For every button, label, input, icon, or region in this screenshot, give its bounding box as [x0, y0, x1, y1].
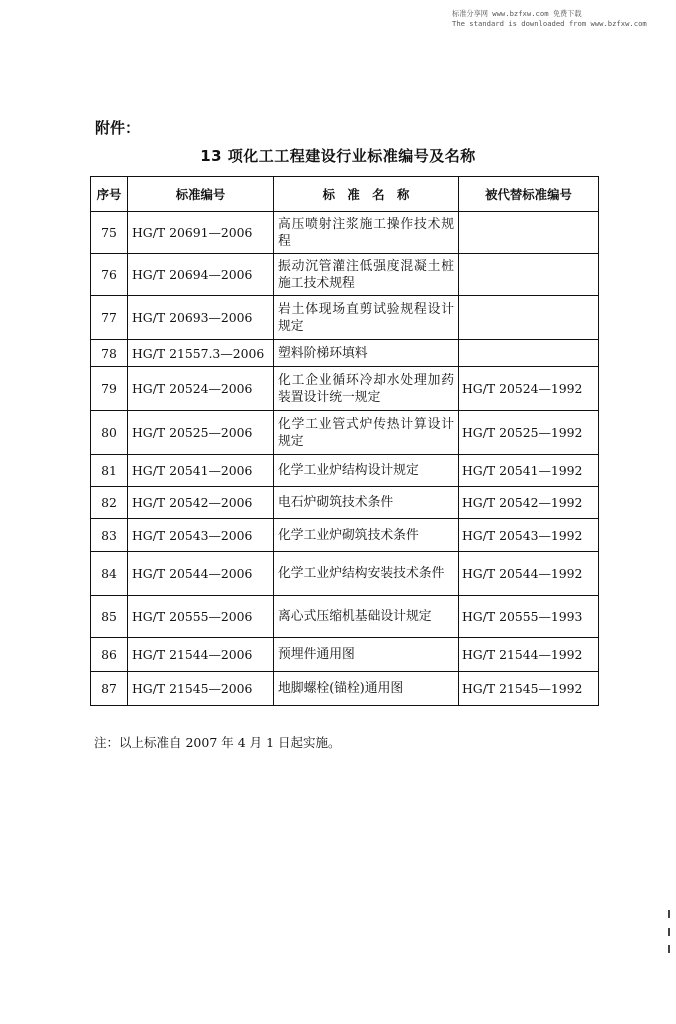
row-number: 77 — [91, 296, 128, 340]
scan-mark — [668, 928, 670, 936]
standard-code: HG/T 20693—2006 — [128, 296, 274, 340]
replaced-code — [459, 340, 599, 367]
replaced-code: HG/T 20544—1992 — [459, 552, 599, 596]
standard-code: HG/T 20544—2006 — [128, 552, 274, 596]
standard-name: 地脚螺栓(锚栓)通用图 — [274, 672, 459, 706]
standard-name: 化学工业炉砌筑技术条件 — [274, 519, 459, 552]
table-row — [91, 411, 599, 455]
header-replaced: 被代替标准编号 — [459, 177, 599, 212]
standard-code: HG/T 20525—2006 — [128, 411, 274, 455]
watermark-line-2: The standard is downloaded from www.bzfxw.com — [452, 19, 647, 28]
table-row — [91, 672, 599, 706]
table-row — [91, 340, 599, 367]
standard-name: 化工企业循环冷却水处理加药装置设计统一规定 — [274, 367, 459, 411]
replaced-code: HG/T 20541—1992 — [459, 455, 599, 487]
standard-name: 塑料阶梯环填料 — [274, 340, 459, 367]
replaced-code: HG/T 20542—1992 — [459, 487, 599, 519]
standard-name: 电石炉砌筑技术条件 — [274, 487, 459, 519]
standard-code: HG/T 20543—2006 — [128, 519, 274, 552]
standard-code: HG/T 21545—2006 — [128, 672, 274, 706]
table-row — [91, 638, 599, 672]
table-row — [91, 519, 599, 552]
header-no: 序号 — [91, 177, 128, 212]
appendix-label: 附件： — [95, 119, 141, 137]
replaced-code: HG/T 20525—1992 — [459, 411, 599, 455]
watermark — [452, 9, 672, 29]
replaced-code: HG/T 20524—1992 — [459, 367, 599, 411]
table-row — [91, 552, 599, 596]
row-number: 84 — [91, 552, 128, 596]
standard-code: HG/T 20691—2006 — [128, 212, 274, 254]
table-header-row — [91, 177, 599, 212]
page-title: 13 项化工工程建设行业标准编号及名称 — [200, 147, 476, 165]
row-number: 80 — [91, 411, 128, 455]
replaced-code: HG/T 20543—1992 — [459, 519, 599, 552]
standard-name: 预埋件通用图 — [274, 638, 459, 672]
standard-code: HG/T 20694—2006 — [128, 254, 274, 296]
standard-name: 化学工业炉结构安装技术条件 — [274, 552, 459, 596]
standard-code: HG/T 21544—2006 — [128, 638, 274, 672]
standard-code: HG/T 21557.3—2006 — [128, 340, 274, 367]
row-number: 87 — [91, 672, 128, 706]
replaced-code: HG/T 20555—1993 — [459, 596, 599, 638]
scan-mark — [668, 945, 670, 953]
standard-code: HG/T 20542—2006 — [128, 487, 274, 519]
standard-name: 离心式压缩机基础设计规定 — [274, 596, 459, 638]
table-row — [91, 367, 599, 411]
header-code: 标准编号 — [128, 177, 274, 212]
table-row — [91, 455, 599, 487]
table-row — [91, 487, 599, 519]
row-number: 85 — [91, 596, 128, 638]
standard-name: 高压喷射注浆施工操作技术规程 — [274, 212, 459, 254]
row-number: 79 — [91, 367, 128, 411]
table-row — [91, 596, 599, 638]
standard-code: HG/T 20524—2006 — [128, 367, 274, 411]
row-number: 81 — [91, 455, 128, 487]
table-row — [91, 296, 599, 340]
footnote: 注：以上标准自 2007 年 4 月 1 日起实施。 — [94, 735, 341, 750]
standard-name: 岩土体现场直剪试验规程设计规定 — [274, 296, 459, 340]
row-number: 75 — [91, 212, 128, 254]
replaced-code — [459, 296, 599, 340]
table-row — [91, 212, 599, 254]
row-number: 76 — [91, 254, 128, 296]
standard-code: HG/T 20541—2006 — [128, 455, 274, 487]
replaced-code — [459, 254, 599, 296]
standard-name: 化学工业炉结构设计规定 — [274, 455, 459, 487]
header-name: 标 准 名 称 — [274, 177, 459, 212]
row-number: 83 — [91, 519, 128, 552]
standard-name: 化学工业管式炉传热计算设计规定 — [274, 411, 459, 455]
standards-table — [90, 176, 599, 706]
scan-mark — [668, 910, 670, 918]
row-number: 86 — [91, 638, 128, 672]
row-number: 78 — [91, 340, 128, 367]
standard-name: 振动沉管灌注低强度混凝土桩施工技术规程 — [274, 254, 459, 296]
row-number: 82 — [91, 487, 128, 519]
replaced-code: HG/T 21544—1992 — [459, 638, 599, 672]
replaced-code: HG/T 21545—1992 — [459, 672, 599, 706]
table-row — [91, 254, 599, 296]
replaced-code — [459, 212, 599, 254]
watermark-line-1: 标准分享网 www.bzfxw.com 免费下载 — [452, 9, 582, 18]
table-body — [91, 212, 599, 706]
standard-code: HG/T 20555—2006 — [128, 596, 274, 638]
